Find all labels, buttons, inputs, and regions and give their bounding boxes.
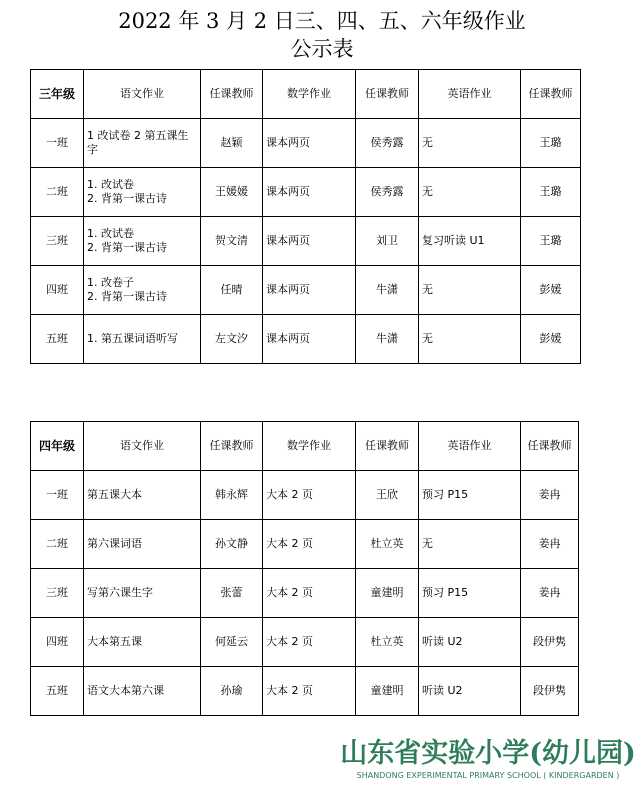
math-homework: 大本 2 页 bbox=[263, 618, 356, 667]
homework-line: 2. 背第一课古诗 bbox=[87, 290, 167, 303]
table-row bbox=[31, 618, 579, 667]
english-homework: 预习 P15 bbox=[419, 471, 521, 520]
math-teacher: 杜立英 bbox=[356, 520, 419, 569]
class-name: 三班 bbox=[31, 569, 84, 618]
chinese-homework bbox=[84, 618, 201, 667]
chinese-homework bbox=[84, 168, 201, 217]
header-row bbox=[31, 422, 579, 471]
english-teacher: 王璐 bbox=[521, 119, 581, 168]
chinese-homework bbox=[84, 667, 201, 716]
column-header: 语文作业 bbox=[84, 422, 201, 471]
math-teacher: 童建明 bbox=[356, 569, 419, 618]
homework-line: 1. 第五课词语听写 bbox=[87, 332, 178, 345]
english-homework: 复习听读 U1 bbox=[419, 217, 521, 266]
math-homework: 课本两页 bbox=[263, 217, 356, 266]
homework-line: 2. 背第一课古诗 bbox=[87, 192, 167, 205]
table-row bbox=[31, 520, 579, 569]
english-teacher: 姜冉 bbox=[521, 569, 579, 618]
class-name: 一班 bbox=[31, 119, 84, 168]
chinese-homework bbox=[84, 471, 201, 520]
english-homework: 无 bbox=[419, 119, 521, 168]
column-header: 任课教师 bbox=[356, 70, 419, 119]
homework-line: 2. 背第一课古诗 bbox=[87, 241, 167, 254]
math-teacher: 牛潇 bbox=[356, 315, 419, 364]
column-header: 任课教师 bbox=[201, 422, 263, 471]
grade4-homework-table bbox=[30, 421, 579, 716]
page-title: 2022 年 3 月 2 日三、四、五、六年级作业 bbox=[118, 9, 526, 33]
table-row bbox=[31, 119, 581, 168]
math-homework: 课本两页 bbox=[263, 266, 356, 315]
class-name: 五班 bbox=[31, 315, 84, 364]
homework-line: 1 改试卷 2 第五课生字 bbox=[87, 129, 189, 156]
chinese-teacher: 贺文清 bbox=[201, 217, 263, 266]
chinese-teacher: 孙瑜 bbox=[201, 667, 263, 716]
chinese-teacher: 赵颖 bbox=[201, 119, 263, 168]
chinese-teacher: 左文汐 bbox=[201, 315, 263, 364]
column-header: 任课教师 bbox=[521, 70, 581, 119]
column-header: 数学作业 bbox=[263, 422, 356, 471]
chinese-homework bbox=[84, 266, 201, 315]
class-name: 二班 bbox=[31, 520, 84, 569]
chinese-homework bbox=[84, 520, 201, 569]
page-subtitle: 公示表 bbox=[290, 37, 354, 61]
math-teacher: 刘卫 bbox=[356, 217, 419, 266]
english-teacher: 彭媛 bbox=[521, 315, 581, 364]
column-header: 英语作业 bbox=[419, 422, 521, 471]
chinese-teacher: 韩永辉 bbox=[201, 471, 263, 520]
english-homework: 无 bbox=[419, 315, 521, 364]
table-row bbox=[31, 315, 581, 364]
english-homework: 无 bbox=[419, 266, 521, 315]
chinese-teacher: 任晴 bbox=[201, 266, 263, 315]
english-homework: 预习 P15 bbox=[419, 569, 521, 618]
grade-label: 三年级 bbox=[31, 70, 84, 119]
english-homework: 无 bbox=[419, 168, 521, 217]
school-logo bbox=[338, 738, 638, 782]
class-name: 三班 bbox=[31, 217, 84, 266]
english-teacher: 段伊隽 bbox=[521, 618, 579, 667]
homework-line: 写第六课生字 bbox=[87, 586, 153, 599]
table-row bbox=[31, 266, 581, 315]
english-homework: 听读 U2 bbox=[419, 667, 521, 716]
column-header: 任课教师 bbox=[356, 422, 419, 471]
math-homework: 大本 2 页 bbox=[263, 569, 356, 618]
chinese-teacher: 张蕾 bbox=[201, 569, 263, 618]
column-header: 任课教师 bbox=[201, 70, 263, 119]
math-teacher: 杜立英 bbox=[356, 618, 419, 667]
homework-line: 大本第五课 bbox=[87, 635, 142, 648]
math-teacher: 侯秀露 bbox=[356, 168, 419, 217]
table-row bbox=[31, 667, 579, 716]
homework-line: 1. 改试卷 bbox=[87, 178, 134, 191]
grade-label: 四年级 bbox=[31, 422, 84, 471]
math-homework: 大本 2 页 bbox=[263, 520, 356, 569]
class-name: 五班 bbox=[31, 667, 84, 716]
homework-line: 1. 改卷子 bbox=[87, 276, 134, 289]
math-teacher: 王欣 bbox=[356, 471, 419, 520]
english-homework: 听读 U2 bbox=[419, 618, 521, 667]
school-name-en: SHANDONG EXPERIMENTAL PRIMARY SCHOOL ( KINDERGARDEN ) bbox=[356, 771, 620, 780]
math-homework: 课本两页 bbox=[263, 168, 356, 217]
column-header: 英语作业 bbox=[419, 70, 521, 119]
homework-line: 第六课词语 bbox=[87, 537, 142, 550]
chinese-homework bbox=[84, 315, 201, 364]
homework-line: 第五课大本 bbox=[87, 488, 142, 501]
grade3-homework-table bbox=[30, 69, 581, 364]
math-teacher: 牛潇 bbox=[356, 266, 419, 315]
english-teacher: 王璐 bbox=[521, 168, 581, 217]
header-row bbox=[31, 70, 581, 119]
math-homework: 大本 2 页 bbox=[263, 667, 356, 716]
homework-line: 语文大本第六课 bbox=[87, 684, 164, 697]
homework-line: 1. 改试卷 bbox=[87, 227, 134, 240]
table-row bbox=[31, 217, 581, 266]
column-header: 任课教师 bbox=[521, 422, 579, 471]
english-teacher: 王璐 bbox=[521, 217, 581, 266]
table-row bbox=[31, 471, 579, 520]
table-row bbox=[31, 168, 581, 217]
chinese-teacher: 王媛媛 bbox=[201, 168, 263, 217]
class-name: 四班 bbox=[31, 266, 84, 315]
math-homework: 课本两页 bbox=[263, 119, 356, 168]
column-header: 数学作业 bbox=[263, 70, 356, 119]
table-row bbox=[31, 569, 579, 618]
chinese-homework bbox=[84, 217, 201, 266]
class-name: 四班 bbox=[31, 618, 84, 667]
english-teacher: 姜冉 bbox=[521, 471, 579, 520]
chinese-teacher: 孙文静 bbox=[201, 520, 263, 569]
school-name-cn: 山东省实验小学(幼儿园) bbox=[340, 738, 636, 769]
english-homework: 无 bbox=[419, 520, 521, 569]
english-teacher: 姜冉 bbox=[521, 520, 579, 569]
chinese-teacher: 何延云 bbox=[201, 618, 263, 667]
math-teacher: 侯秀露 bbox=[356, 119, 419, 168]
math-teacher: 童建明 bbox=[356, 667, 419, 716]
column-header: 语文作业 bbox=[84, 70, 201, 119]
chinese-homework bbox=[84, 119, 201, 168]
english-teacher: 彭媛 bbox=[521, 266, 581, 315]
class-name: 二班 bbox=[31, 168, 84, 217]
math-homework: 大本 2 页 bbox=[263, 471, 356, 520]
english-teacher: 段伊隽 bbox=[521, 667, 579, 716]
chinese-homework bbox=[84, 569, 201, 618]
class-name: 一班 bbox=[31, 471, 84, 520]
math-homework: 课本两页 bbox=[263, 315, 356, 364]
